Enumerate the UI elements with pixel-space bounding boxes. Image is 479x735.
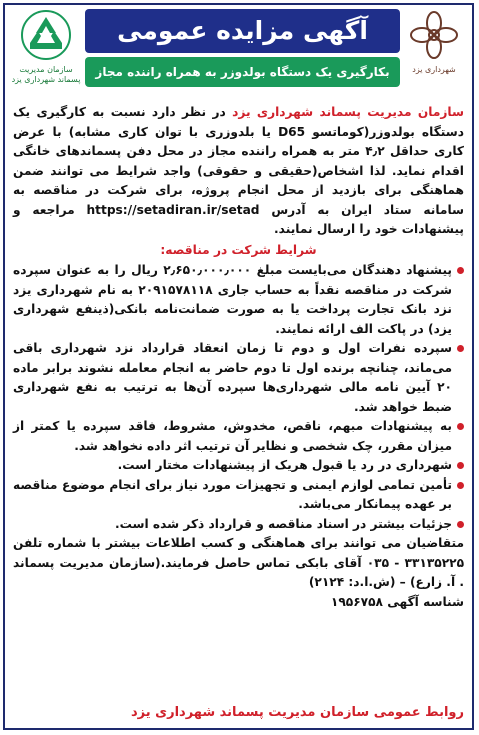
bullet-icon <box>457 482 464 489</box>
list-item: شهرداری در رد یا قبول هریک از پیشنهادات مختار است. <box>13 456 464 476</box>
list-item: سپرده نفرات اول و دوم تا زمان انعقاد قرارداد نزد شهرداری باقی می‌ماند، چنانچه برنده اول تا دوم حاضر به انجام معامله نشوند برابر ماده ۲۰ آیین نامه مالی شهرداری‌ها سپرده آن‌ها به ترتیب به نفع شهرداری ضبط خواهد شد. <box>13 339 464 417</box>
org-name: سازمان مدیریت پسماند شهرداری یزد <box>232 105 464 119</box>
left-logo-caption: سازمان مدیریت پسماند شهرداری یزد <box>11 65 81 84</box>
right-logo-caption: شهرداری یزد <box>412 65 456 74</box>
flower-emblem-icon <box>406 9 462 61</box>
list-item: پیشنهاد دهندگان می‌بایست مبلغ ۲٫۶۵۰٫۰۰۰٫۰۰۰ ریال را به عنوان سپرده شرکت در مناقصه نقداً به حساب جاری ۲۰۹۱۵۷۸۱۱۸ به نام شهرداری یزد نزد بانک تجارت پرداخت یا به صورت ضمانت‌نامه بانکی(ذینفع شهرداری یزد) در پاکت الف ارائه نمایند. <box>13 261 464 339</box>
footer-signature: روابط عمومی سازمان مدیریت پسماند شهرداری یزد <box>131 705 464 720</box>
list-item: به پیشنهادات مبهم، ناقص، مخدوش، مشروط، فاقد سپرده یا کمتر از میزان مقرر، چک شخصی و نظایر آن ترتیب اثر داده نخواهد شد. <box>13 417 464 456</box>
intro-paragraph <box>13 103 464 240</box>
recycle-logo <box>11 9 81 93</box>
ad-body <box>13 103 464 612</box>
bullet-icon <box>457 521 464 528</box>
page-title: آگهی مزایده عمومی <box>85 9 400 53</box>
bullet-icon <box>457 345 464 352</box>
list-item: جزئیات بیشتر در اسناد مناقصه و قرارداد ذکر شده است. <box>13 515 464 535</box>
bullet-icon <box>457 423 464 430</box>
bullet-icon <box>457 462 464 469</box>
header <box>5 5 472 97</box>
list-item: تأمین تمامی لوازم ایمنی و تجهیزات مورد نیاز برای انجام موضوع مناقصه بر عهده پیمانکار می‌باشد. <box>13 476 464 515</box>
bullet-icon <box>457 267 464 274</box>
intro-text: در نظر دارد نسبت به کارگیری یک دستگاه بولدوزر(کوماتسو D65 یا بلدوزری با توان کاری مشابه) با عرض کاری حداقل ۴٫۲ متر به همراه راننده مجاز در محل دفن پسماندهای خانگی اقدام نماید. لذا اشخاص(حقیقی و حقوقی) واجد شرایط می توانند ضمن هماهنگی برای بازدید از محل انجام پروژه، برای شرکت در مناقصه به سامانه ستاد ایران به آدرس <box>13 105 464 217</box>
municipality-logo <box>402 9 466 93</box>
setad-link[interactable]: https://setadiran.ir/setad <box>86 202 260 217</box>
conditions-title: شرایط شرکت در مناقصه: <box>160 242 317 257</box>
ad-id: شناسه آگهی ۱۹۵۶۷۵۸ <box>330 594 464 609</box>
ad-frame <box>3 3 474 730</box>
recycle-icon <box>16 9 76 61</box>
contact-info: متقاضیان می توانند برای هماهنگی و کسب اطلاعات بیشتر با شماره تلفن ۳۳۱۳۵۲۲۵ - ۰۳۵ آقای بابکی تماس حاصل فرمایند.(سازمان مدیریت پسماند . آ. زارع) – (ش.ا.د: ۲۱۲۴) <box>13 536 465 589</box>
page-subtitle: بکارگیری یک دستگاه بولدوزر به همراه راننده مجاز <box>85 57 400 87</box>
intro-text-end: مراجعه و پیشنهادات خود را ارسال نمایند. <box>13 202 464 236</box>
